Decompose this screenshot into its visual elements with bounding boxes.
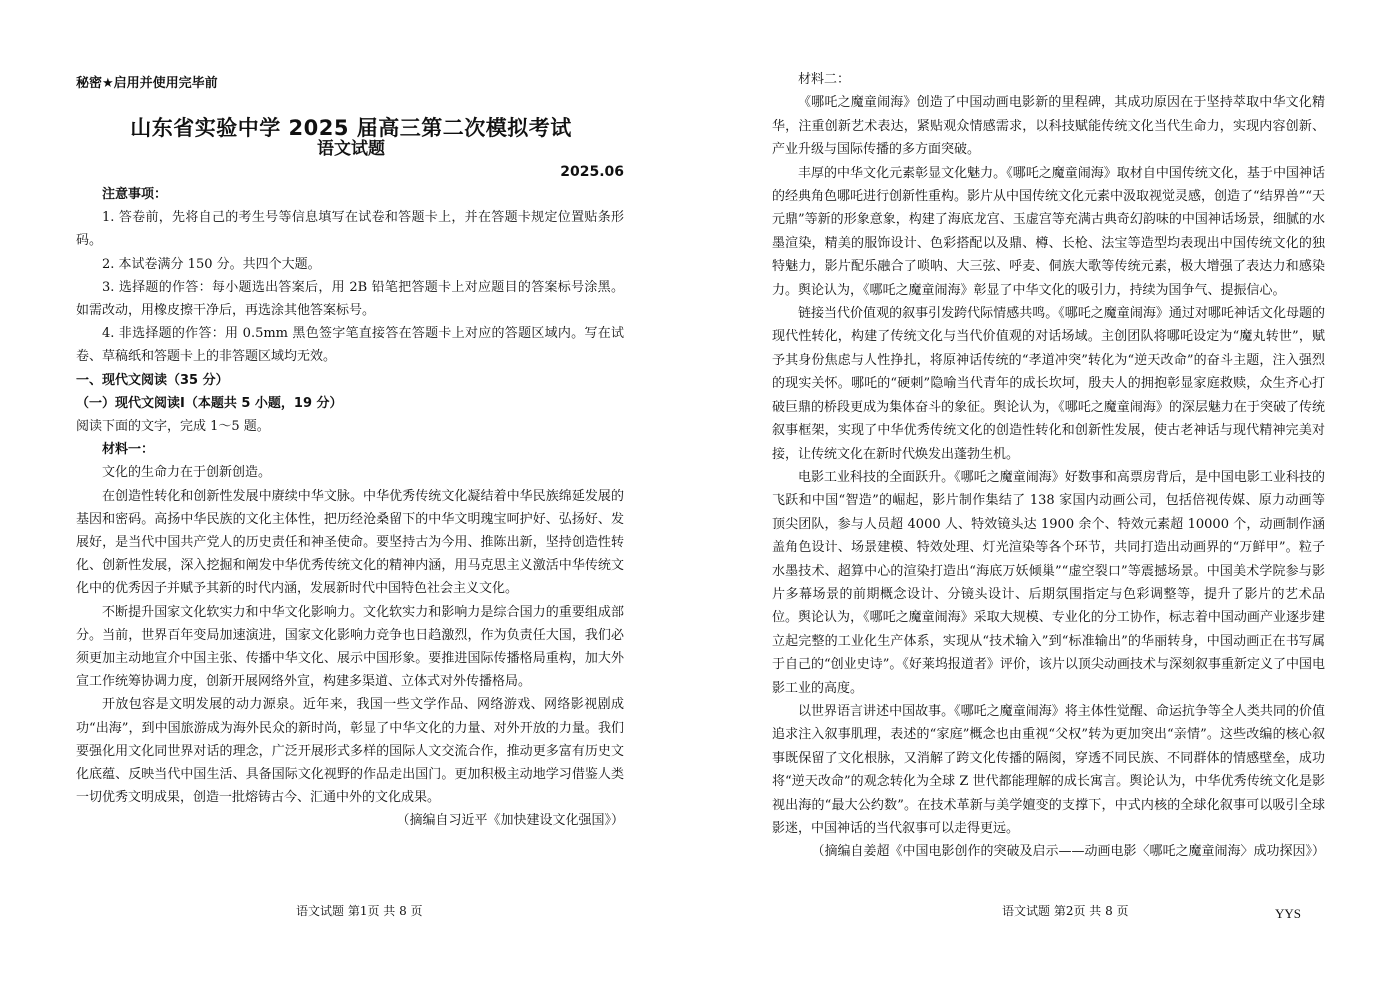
body-paragraph: 链接当代价值观的叙事引发跨代际情感共鸣。《哪吒之魔童闹海》通过对哪吒神话文化母题的现代性转化，构建了传统文化与当代价值观的对话场域。主创团队将哪吒设定为“魔丸转世”，赋予其身份焦虑与人性挣扎，将原神话传统的“孝道冲突”转化为“逆天改命”的奋斗主题，注入强烈的现实关怀。哪吒的“硬刺”隐喻当代青年的成长坎坷，殷夫人的拥抱彰显家庭救赎，众生齐心打破巨鼎的桥段更成为集体奋斗的象征。舆论认为，《哪吒之魔童闹海》的深层魅力在于突破了传统叙事框架，实现了中华优秀传统文化的创造性转化和创新性发展，使古老神话与现代精神完美对接，让传统文化在新时代焕发出蓬勃生机。 [772, 306, 1325, 462]
note-item: 2. 本试卷满分 150 分。共四个大题。 [102, 256, 321, 272]
body-paragraph: 以世界语言讲述中国故事。《哪吒之魔童闹海》将主体性觉醒、命运抗争等全人类共同的价值追求注入叙事肌理，表述的“家庭”概念也由重视“父权”转为更加突出“亲情”。这些改编的核心叙事既保留了文化根脉，又消解了跨文化传播的隔阂，穿透不同民族、不同群体的情感壁垒，成功将“逆天改命”的观念转化为全球 Z 世代都能理解的成长寓言。舆论认为，中华优秀传统文化是影视出海的“最大公约数”。在技术革新与美学嬗变的支撑下，中式内核的全球化叙事可以吸引全球影迷，中国神话的当代叙事可以走得更远。 [772, 703, 1325, 836]
exam-date: 2025.06 [560, 164, 624, 180]
note-item: 1. 答卷前，先将自己的考生号等信息填写在试卷和答题卡上，并在答题卡规定位置贴条形码。 [76, 210, 624, 249]
exam-subtitle: 语文试题 [317, 139, 385, 159]
source-citation: （摘编自姜超《中国电影创作的突破及启示——动画电影〈哪吒之魔童闹海〉成功探因》） [811, 844, 1325, 860]
confidential-label: 秘密★启用并使用完毕前 [76, 76, 218, 91]
body-paragraph: 文化的生命力在于创新创造。 [102, 465, 272, 481]
subsection-heading: （一）现代文阅读Ⅰ（本题共 5 小题，19 分） [76, 395, 343, 411]
body-paragraph: 《哪吒之魔童闹海》创造了中国动画电影新的里程碑，其成功原因在于坚持萃取中华文化精华，注重创新艺术表达，紧贴观众情感需求，以科技赋能传统文化当代生命力，实现内容创新、产业升级与国际传播的多方面突破。 [772, 95, 1325, 158]
note-item: 3. 选择题的作答：每小题选出答案后，用 2B 铅笔把答题卡上对应题目的答案标号涂黑。如需改动，用橡皮擦干净后，再选涂其他答案标号。 [76, 279, 624, 319]
page-2 [700, 0, 1399, 983]
source-citation: （摘编自习近平《加快建设文化强国》） [396, 813, 624, 829]
reading-instruction: 阅读下面的文字，完成 1～5 题。 [76, 419, 270, 435]
material-label: 材料一： [102, 442, 155, 458]
note-item: 4. 非选择题的作答：用 0.5mm 黑色签字笔直接答在答题卡上对应的答题区域内。写在试卷、草稿纸和答题卡上的非答题区域均无效。 [76, 326, 624, 365]
body-paragraph: 开放包容是文明发展的动力源泉。近年来，我国一些文学作品、网络游戏、网络影视剧成功“出海”，到中国旅游成为海外民众的新时尚，彰显了中华文化的力量、对外开放的力量。我们要强化用文化同世界对话的理念，广泛开展形式多样的国际人文交流合作，推动更多富有历史文化底蕴、反映当代中国生活、具备国际文化视野的作品走出国门。更加积极主动地学习借鉴人类一切优秀文明成果，创造一批熔铸古今、汇通中外的文化成果。 [76, 697, 624, 806]
page-2-content [772, 68, 1325, 864]
body-paragraph: 在创造性转化和创新性发展中赓续中华文脉。中华优秀传统文化凝结着中华民族绵延发展的基因和密码。高扬中华民族的文化主体性，把历经沧桑留下的中华文明瑰宝呵护好、弘扬好、发展好，是当代中国共产党人的历史责任和神圣使命。要坚持古为今用、推陈出新，坚持创造性转化、创新性发展，深入挖掘和阐发中华优秀传统文化的精神内涵，用马克思主义激活中华传统文化中的优秀因子并赋予其新的时代内涵，发展新时代中国特色社会主义文化。 [76, 488, 624, 597]
corner-mark: YYS [1275, 906, 1302, 921]
notes-heading: 注意事项： [102, 187, 168, 202]
exam-title: 山东省实验中学 2025 届高三第二次模拟考试 [130, 116, 572, 140]
body-paragraph: 不断提升国家文化软实力和中华文化影响力。文化软实力和影响力是综合国力的重要组成部分。当前，世界百年变局加速演进，国家文化影响力竞争也日趋激烈，作为负责任大国，我们必须更加主动地宣介中国主张、传播中华文化、展示中国形象。要推进国际传播格局重构，加大外宣工作统筹协调力度，创新开展网络外宣，构建多渠道、立体式对外传播格局。 [76, 604, 624, 690]
body-paragraph: 丰厚的中华文化元素彰显文化魅力。《哪吒之魔童闹海》取材自中国传统文化，基于中国神话的经典角色哪吒进行创新性重构。影片从中国传统文化元素中汲取视觉灵感，创造了“结界兽”“天元鼎”等新的形象意象，构建了海底龙宫、玉虚宫等充满古典奇幻韵味的中国神话场景，细腻的水墨渲染，精美的服饰设计、色彩搭配以及鼎、樽、长枪、法宝等造型均表现出中国传统文化的独特魅力，影片配乐融合了唢呐、大三弦、呼麦、侗族大歌等传统元素，极大增强了表达力和感染力。舆论认为，《哪吒之魔童闹海》彰显了中华文化的吸引力，持续为国争气、提振信心。 [772, 165, 1325, 298]
section-heading: 一、现代文阅读（35 分） [76, 372, 229, 388]
material-label: 材料二： [798, 72, 851, 87]
page-1-content [76, 183, 624, 833]
page-footer: 语文试题 第2页 共 8 页 [1002, 904, 1129, 918]
page-footer: 语文试题 第1页 共 8 页 [296, 904, 423, 918]
body-paragraph: 电影工业科技的全面跃升。《哪吒之魔童闹海》好数事和高票房背后，是中国电影工业科技的飞跃和中国“智造”的崛起，影片制作集结了 138 家国内动画公司，包括倍视传媒、原力动画等顶尖团队，参与人员超 4000 人、特效镜头达 1900 余个、特效元素超 10000 个，动画制作涵盖角色设计、场景建模、特效处理、灯光渲染等各个环节，共同打造出动画界的“万鲜甲”。粒子水墨技术、超算中心的渲染打造出“海底万妖倾巢”“虚空裂口”等震撼场景。中国美术学院参与影片多幕场景的前期概念设计、分镜头设计、后期氛围指定与色彩调整等，提升了影片的艺术品位。舆论认为，《哪吒之魔童闹海》采取大规模、专业化的分工协作，标志着中国动画产业逐步建立起完整的工业化生产体系，实现从“技术输入”到“标准输出”的华丽转身，中国动画正在书写属于自己的“创业史诗”。《好莱坞报道者》评价，该片以顶尖动画技术与深刻叙事重新定义了中国电影工业的高度。 [772, 469, 1325, 696]
